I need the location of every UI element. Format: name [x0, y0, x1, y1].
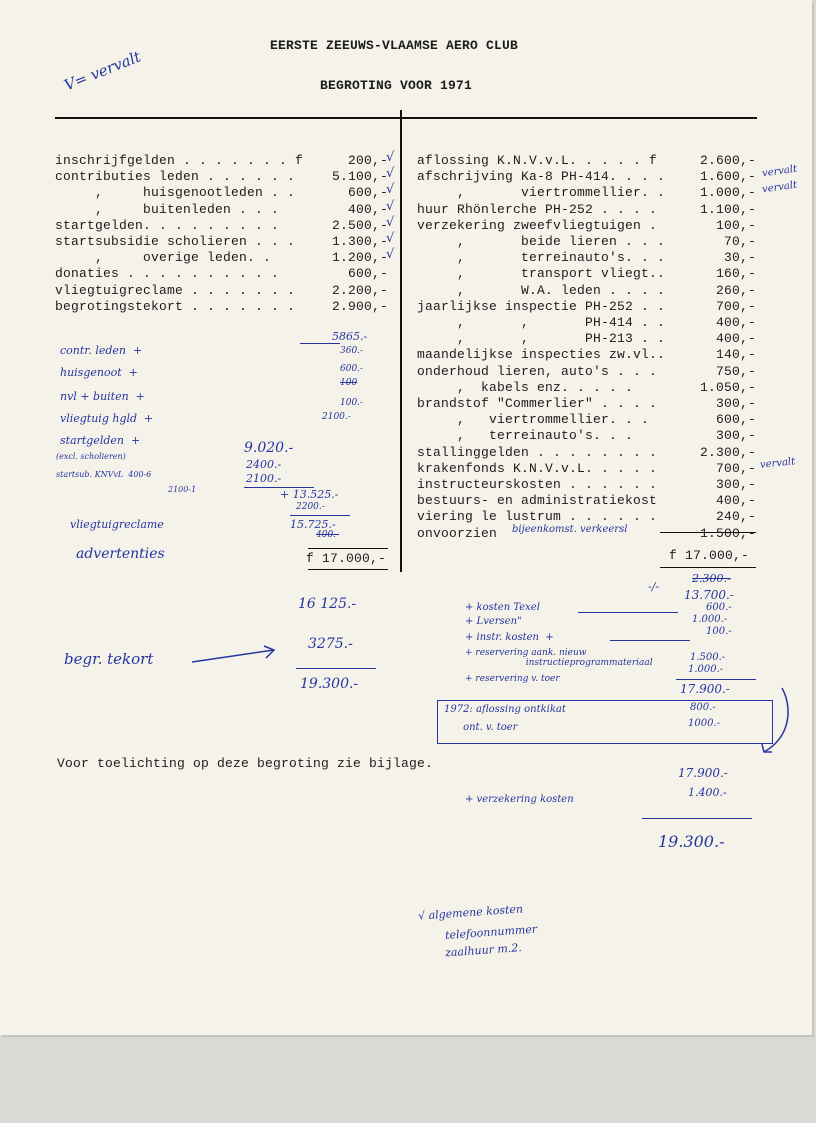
- left-amount-9: 2100.-: [246, 472, 282, 485]
- income-label: startgelden. . . . . . . . .: [55, 217, 280, 233]
- left-note-10: advertenties: [76, 546, 165, 562]
- right-note-e: instructieprogrammateriaal: [520, 658, 653, 668]
- right-amount-8: 1.000.-: [688, 664, 724, 675]
- income-label: , huisgenootleden . .: [55, 185, 296, 201]
- expense-amount: 400,-: [715, 315, 756, 330]
- right-amount-14: 19.300.-: [658, 832, 725, 851]
- expense-amount: 70,-: [723, 234, 756, 249]
- right-amount-13: 1.400.-: [688, 786, 727, 799]
- right-note-d: + reservering aank. nieuw: [465, 648, 587, 658]
- right-amount-1: -/-: [648, 580, 660, 593]
- right-note-c: + instr. kosten +: [465, 632, 554, 643]
- left-note-5: startgelden +: [60, 434, 141, 447]
- expense-amount: 260,-: [715, 282, 756, 298]
- left-note-11: begr. tekort: [64, 650, 154, 668]
- income-amount: 200,-: [347, 153, 388, 168]
- expense-amount: 1.600,-: [699, 169, 756, 185]
- left-amount-8: 2400.-: [246, 458, 282, 471]
- corner-note: V= vervalt: [61, 47, 144, 95]
- bottom-note-2: telefoonnummer: [437, 922, 538, 943]
- right-note-b: + Lversen": [465, 616, 522, 627]
- income-label: contributies leden . . . . . .: [55, 169, 296, 185]
- right-note-2: vervalt: [761, 179, 798, 196]
- left-note-2: huisgenoot +: [60, 366, 138, 379]
- income-total-rule-top: [308, 548, 388, 549]
- check-mark-icon: √: [386, 150, 395, 165]
- check-mark-icon: √: [386, 166, 395, 182]
- right-note-a: + kosten Texel: [465, 602, 540, 613]
- expense-label: verzekering zweefvliegtuigen .: [417, 217, 658, 233]
- left-amount-16: 19.300.-: [300, 676, 359, 692]
- expense-amount: 400,-: [715, 493, 756, 509]
- income-total-rule-bottom: [308, 569, 388, 570]
- boxed-note-line-1: 1972: aflossing ontkikat: [444, 704, 566, 715]
- expense-label: stallinggelden . . . . . . . .: [417, 444, 658, 460]
- left-note-7: startsub. KNVvL 400-6: [56, 470, 152, 479]
- right-amount-2: 2.300.-: [692, 572, 731, 585]
- right-note-3: vervalt: [759, 456, 796, 471]
- left-amount-13: 400.-: [316, 530, 340, 540]
- expense-label: aflossing K.N.V.v.L. . . . . f: [417, 153, 658, 168]
- expense-label: , terreinauto's. . .: [417, 428, 634, 444]
- income-amount: 1.200,-: [331, 250, 388, 266]
- club-title: EERSTE ZEEUWS-VLAAMSE AERO CLUB: [270, 38, 519, 53]
- income-amount: 600,-: [347, 185, 388, 201]
- right-amount-5: 1.000.-: [692, 614, 728, 625]
- income-amount: 2.900,-: [331, 298, 388, 314]
- expense-label: onderhoud lieren, auto's . . .: [417, 363, 658, 379]
- expense-amount: 300,-: [715, 396, 756, 411]
- check-mark-icon: √: [386, 198, 395, 214]
- right-amount-10: 800.-: [690, 702, 716, 713]
- expense-label: , transport vliegt..: [417, 266, 666, 282]
- income-amount: 600,-: [347, 266, 388, 282]
- expense-label: jaarlijkse inspectie PH-252 . .: [417, 298, 666, 314]
- left-amount-6: 2100.-: [322, 412, 351, 422]
- expense-amount: 1.000,-: [699, 185, 756, 201]
- left-note-1: contr. leden +: [60, 344, 143, 357]
- onvoorzien-note: bijeenkomst. verkeersl: [512, 524, 628, 535]
- header-rule: [55, 117, 757, 119]
- expense-label: instructeurskosten . . . . . .: [417, 477, 658, 492]
- column-divider: [400, 110, 402, 572]
- curved-arrow-icon: [758, 686, 794, 760]
- check-mark-icon: √: [386, 247, 395, 263]
- income-total: f 17.000,-: [306, 551, 387, 566]
- left-amount-4: 100: [340, 378, 358, 388]
- expense-amount: 750,-: [715, 363, 756, 379]
- right-rule-c: [610, 640, 690, 641]
- left-note-3: nvl + buiten +: [60, 390, 145, 403]
- expense-label: brandstof "Commerlier" . . . .: [417, 396, 658, 411]
- left-note-9: vliegtuigreclame: [70, 518, 164, 531]
- bottom-note-1: √ algemene kosten: [417, 902, 524, 923]
- footer-note: Voor toelichting op deze begroting zie bijlage.: [57, 756, 434, 771]
- right-amount-6: 100.-: [706, 626, 732, 637]
- right-rule-a: [578, 612, 678, 613]
- right-amount-3: 13.700.-: [684, 588, 734, 602]
- expense-label: viering le lustrum . . . . . .: [417, 509, 658, 525]
- right-amount-4: 600.-: [706, 602, 732, 613]
- expense-label: , kabels enz. . . . .: [417, 379, 634, 395]
- left-amount-7: 9.020.-: [244, 440, 294, 456]
- expense-label: , terreinauto's. . .: [417, 250, 666, 266]
- income-amount: 2.200,-: [331, 282, 388, 298]
- check-mark-icon: √: [386, 182, 395, 198]
- right-amount-7: 1.500.-: [690, 652, 726, 663]
- expense-total-rule-bottom: [660, 567, 756, 568]
- left-note-6: (excl. scholieren): [56, 452, 126, 461]
- expense-amount: 700,-: [715, 298, 756, 314]
- right-amount-9: 17.900.-: [680, 682, 730, 696]
- left-amount-rule-4: [296, 668, 376, 669]
- expense-label: , viertrommellier. . .: [417, 412, 650, 428]
- right-amount-11: 1000.-: [688, 718, 721, 729]
- expense-amount: 600,-: [715, 412, 756, 428]
- right-rule-f: [676, 679, 756, 680]
- expense-amount: 2.600,-: [699, 153, 756, 168]
- left-amount-12: 15.725.-: [290, 518, 336, 531]
- boxed-note-line-2: ont. v. toer: [444, 722, 518, 733]
- expense-label: , viertrommellier. .: [417, 185, 666, 201]
- expense-amount: 1.100,-: [699, 201, 756, 217]
- expense-label: krakenfonds K.N.V.v.L. . . . .: [417, 460, 658, 476]
- left-amount-2: 360.-: [340, 346, 364, 356]
- expense-label: onvoorzien: [417, 525, 498, 541]
- income-label: vliegtuigreclame . . . . . . .: [55, 282, 296, 298]
- income-amount: 2.500,-: [331, 217, 388, 233]
- left-amount-14: 16 125.-: [298, 596, 357, 612]
- expense-amount: 300,-: [715, 477, 756, 492]
- left-amount-15: 3275.-: [308, 636, 353, 652]
- expense-label: bestuurs- en administratiekost: [417, 493, 658, 509]
- expense-label: afschrijving Ka-8 PH-414. . . .: [417, 169, 666, 185]
- expense-amount: 140,-: [715, 347, 756, 363]
- expense-label: , , PH-414 . .: [417, 315, 666, 330]
- expense-label: , W.A. leden . . . .: [417, 282, 666, 298]
- expense-amount: 240,-: [715, 509, 756, 525]
- left-amount-rule-3: [290, 515, 350, 516]
- expense-amount: 400,-: [715, 331, 756, 347]
- income-amount: 400,-: [347, 201, 388, 217]
- right-amount-12: 17.900.-: [678, 766, 728, 780]
- left-amount-1: 5865.-: [332, 330, 368, 343]
- expense-amount: 700,-: [715, 460, 756, 476]
- check-mark-icon: √: [386, 214, 395, 230]
- left-note-8: 2100-1: [168, 485, 197, 494]
- right-note-f: + reservering v. toer: [465, 674, 560, 684]
- expense-amount: 2.300,-: [699, 444, 756, 460]
- expense-amount: 100,-: [715, 217, 756, 233]
- left-amount-10: + 13.525.-: [280, 488, 339, 501]
- left-note-4: vliegtuig hgld +: [60, 412, 154, 425]
- expense-label: maandelijkse inspecties zw.vl..: [417, 347, 666, 363]
- expense-label: huur Rhönlerche PH-252 . . . .: [417, 201, 658, 217]
- budget-title: BEGROTING VOOR 1971: [320, 78, 473, 93]
- income-label: , overige leden. .: [55, 250, 272, 266]
- right-note-1: vervalt: [761, 163, 798, 180]
- expense-amount: 30,-: [723, 250, 756, 266]
- income-amount: 1.300,-: [331, 234, 388, 249]
- income-label: begrotingstekort . . . . . . .: [55, 298, 296, 314]
- check-mark-icon: √: [386, 231, 395, 246]
- expense-label: , , PH-213 . .: [417, 331, 666, 347]
- expense-total: f 17.000,-: [669, 548, 750, 563]
- income-label: , buitenleden . . .: [55, 201, 280, 217]
- left-amount-rule-1: [300, 343, 340, 344]
- expense-amount: 1.500,-: [699, 525, 756, 541]
- left-amount-3: 600.-: [340, 364, 364, 374]
- income-amount: 5.100,-: [331, 169, 388, 185]
- income-label: inschrijfgelden . . . . . . . f: [55, 153, 304, 168]
- expense-amount: 1.050,-: [699, 379, 756, 395]
- arrow-icon: [190, 640, 280, 670]
- right-note-g: + verzekering kosten: [465, 794, 574, 805]
- expense-label: , beide lieren . . .: [417, 234, 666, 249]
- expense-amount: 160,-: [715, 266, 756, 282]
- right-rule-g: [642, 818, 752, 819]
- bottom-note-3: zaalhuur m.2.: [437, 941, 523, 960]
- income-label: startsubsidie scholieren . . .: [55, 234, 296, 249]
- expense-amount: 300,-: [715, 428, 756, 444]
- left-amount-5: 100.-: [340, 398, 364, 408]
- income-label: donaties . . . . . . . . . .: [55, 266, 280, 282]
- left-amount-11: 2200.-: [296, 502, 325, 512]
